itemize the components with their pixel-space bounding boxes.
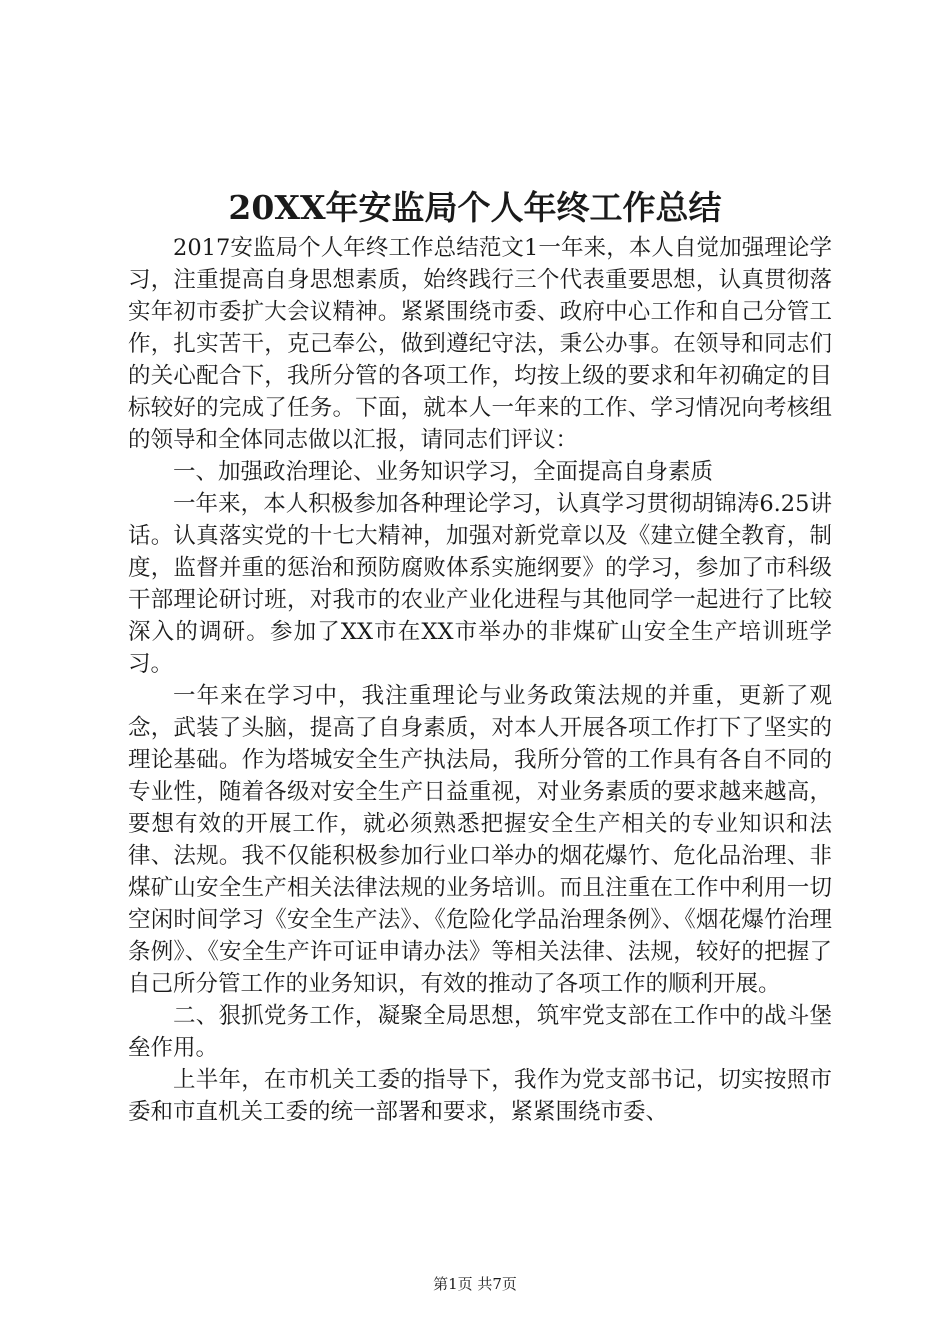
document-title: 20XX年安监局个人年终工作总结 [228, 188, 722, 227]
paragraph-theory: 一年来在学习中，我注重理论与业务政策法规的并重，更新了观念，武装了头脑，提高了自身素质，对本人开展各项工作打下了坚实的理论基础。作为塔城安全生产执法局，我所分管的工作具有各自不同的专业性，随着各级对安全生产日益重视，对业务素质的要求越来越高，要想有效的开展工作，就必须熟悉把握安全生产相关的专业知识和法律、法规。我不仅能积极参加行业口举办的烟花爆竹、危化品治理、非煤矿山安全生产相关法律法规的业务培训。而且注重在工作中利用一切空闲时间学习《安全生产法》、《危险化学品治理条例》、《烟花爆竹治理条例》、《安全生产许可证申请办法》等相关法律、法规，较好的把握了自己所分管工作的业务知识，有效的推动了各项工作的顺利开展。 [128, 683, 832, 997]
document-body [128, 232, 832, 1128]
paragraph-intro: 2017安监局个人年终工作总结范文1一年来，本人自觉加强理论学习，注重提高自身思想素质，始终践行三个代表重要思想，认真贯彻落实年初市委扩大会议精神。紧紧围绕市委、政府中心工作和自己分管工作，扎实苦干，克己奉公，做到遵纪守法，秉公办事。在领导和同志们的关心配合下，我所分管的各项工作，均按上级的要求和年初确定的目标较好的完成了任务。下面，就本人一年来的工作、学习情况向考核组的领导和全体同志做以汇报，请同志们评议： [128, 235, 832, 453]
paragraph-study: 一年来，本人积极参加各种理论学习，认真学习贯彻胡锦涛6.25讲话。认真落实党的十七大精神，加强对新党章以及《建立健全教育，制度，监督并重的惩治和预防腐败体系实施纲要》的学习，参加了市科级干部理论研讨班，对我市的农业产业化进程与其他同学一起进行了比较深入的调研。参加了XX市在XX市举办的非煤矿山安全生产培训班学习。 [128, 491, 832, 677]
section-heading-1: 一、加强政治理论、业务知识学习，全面提高自身素质 [173, 459, 714, 485]
paragraph-party-work: 上半年，在市机关工委的指导下，我作为党支部书记，切实按照市委和市直机关工委的统一部署和要求，紧紧围绕市委、 [128, 1067, 832, 1125]
section-heading-2: 二、狠抓党务工作，凝聚全局思想，筑牢党支部在工作中的战斗堡垒作用。 [128, 1003, 832, 1061]
page-number: 第1页 共7页 [433, 1275, 517, 1293]
